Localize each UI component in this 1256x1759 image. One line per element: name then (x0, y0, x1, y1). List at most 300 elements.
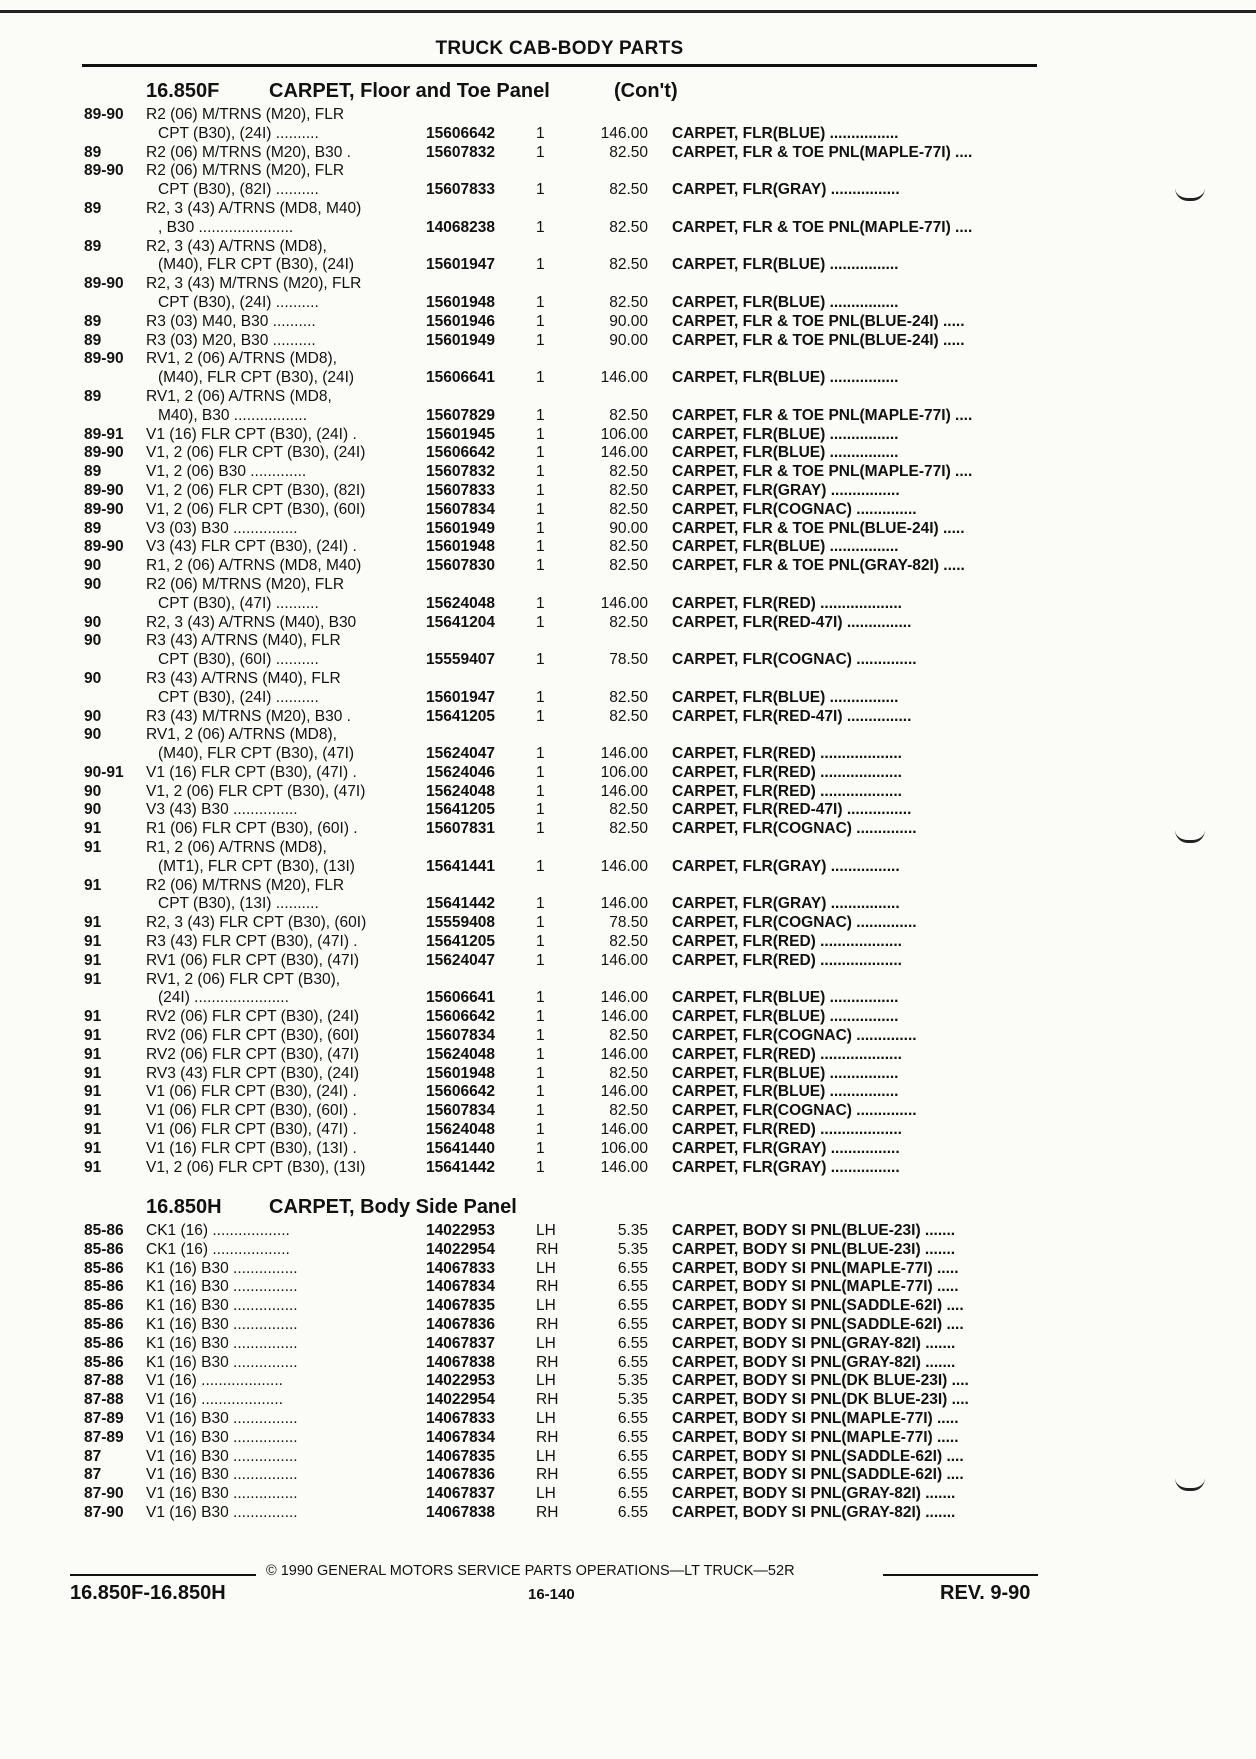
model-year: 90 (84, 632, 102, 650)
price: 6.55 (617, 1315, 648, 1333)
description: CPT (B30), (24I) .......... (158, 124, 319, 142)
quantity: 1 (536, 1102, 545, 1120)
description: V1 (06) FLR CPT (B30), (60I) . (146, 1102, 357, 1120)
description: V1 (06) FLR CPT (B30), (24I) . (146, 1083, 357, 1101)
header-rule (82, 64, 1037, 67)
price: 5.35 (617, 1391, 648, 1409)
model-year: 89-90 (84, 481, 124, 499)
model-year: 90 (84, 782, 102, 800)
part-name: CARPET, FLR(GRAY) ................ (672, 181, 900, 199)
quantity: 1 (536, 331, 545, 349)
table-row (0, 1260, 1256, 1279)
part-number: 15601949 (426, 331, 495, 349)
description: K1 (16) B30 ............... (146, 1315, 298, 1333)
description: V1 (16) FLR CPT (B30), (47I) . (146, 763, 357, 781)
part-number: 15641441 (426, 857, 495, 875)
model-year: 87-89 (84, 1428, 124, 1446)
part-number: 14067835 (426, 1297, 495, 1315)
part-number: 15607832 (426, 143, 495, 161)
part-name: CARPET, FLR & TOE PNL(BLUE-24I) ..... (672, 312, 965, 330)
price: 82.50 (609, 218, 648, 236)
part-number: 15601949 (426, 519, 495, 537)
model-year: 89 (84, 331, 102, 349)
part-name: CARPET, FLR & TOE PNL(BLUE-24I) ..... (672, 519, 965, 537)
quantity: 1 (536, 782, 545, 800)
part-number: 14068238 (426, 218, 495, 236)
part-name: CARPET, FLR(RED) ................... (672, 594, 902, 612)
description: R1 (06) FLR CPT (B30), (60I) . (146, 820, 358, 838)
quantity: 1 (536, 1064, 545, 1082)
table-row (0, 463, 1256, 482)
table-row (0, 1448, 1256, 1467)
part-name: CARPET, FLR(BLUE) ................ (672, 425, 899, 443)
quantity: 1 (536, 1083, 545, 1101)
description: (M40), FLR CPT (B30), (47I) (158, 745, 355, 763)
model-year: 89 (84, 387, 102, 405)
model-year: 90-91 (84, 763, 124, 781)
table-row (0, 971, 1256, 990)
description: V3 (43) B30 ............... (146, 801, 298, 819)
table-row (0, 1121, 1256, 1140)
quantity: 1 (536, 218, 545, 236)
table-row (0, 1391, 1256, 1410)
model-year: 91 (84, 1064, 102, 1082)
description: V3 (03) B30 ............... (146, 519, 298, 537)
model-year: 91 (84, 914, 102, 932)
quantity: LH (536, 1485, 556, 1503)
model-year: 87 (84, 1466, 102, 1484)
table-row (0, 144, 1256, 163)
table-row (0, 632, 1256, 651)
part-number: 15624048 (426, 594, 495, 612)
description: CPT (B30), (24I) .......... (158, 293, 319, 311)
price: 146.00 (600, 369, 648, 387)
price: 5.35 (617, 1222, 648, 1239)
model-year: 89-90 (84, 350, 124, 368)
table-row (0, 820, 1256, 839)
quantity: 1 (536, 557, 545, 575)
price: 6.55 (617, 1447, 648, 1465)
description: V1 (16) B30 ............... (146, 1466, 298, 1484)
quantity: 1 (536, 688, 545, 706)
model-year: 91 (84, 1102, 102, 1120)
part-name: CARPET, BODY SI PNL(BLUE-23I) ....... (672, 1222, 956, 1239)
model-year: 89 (84, 519, 102, 537)
table-row (0, 1335, 1256, 1354)
part-number: 15607830 (426, 557, 495, 575)
part-number: 15607829 (426, 406, 495, 424)
table-row (0, 595, 1256, 614)
model-year: 87 (84, 1447, 102, 1465)
quantity: 1 (536, 312, 545, 330)
quantity: LH (536, 1222, 556, 1239)
price: 6.55 (617, 1259, 648, 1277)
price: 146.00 (600, 895, 648, 913)
part-name: CARPET, FLR(BLUE) ................ (672, 256, 899, 274)
table-row (0, 388, 1256, 407)
part-number: 14022953 (426, 1222, 495, 1239)
table-row (0, 557, 1256, 576)
part-name: CARPET, FLR(COGNAC) .............. (672, 1027, 917, 1045)
model-year: 89-91 (84, 425, 124, 443)
part-number: 15601946 (426, 312, 495, 330)
description: RV2 (06) FLR CPT (B30), (24I) (146, 1008, 360, 1026)
part-name: CARPET, BODY SI PNL(DK BLUE-23I) .... (672, 1372, 969, 1390)
description: V1, 2 (06) FLR CPT (B30), (13I) (146, 1158, 366, 1176)
description: K1 (16) B30 ............... (146, 1334, 298, 1352)
model-year: 90 (84, 613, 102, 631)
table-row (0, 1410, 1256, 1429)
table-row (0, 576, 1256, 595)
table-row (0, 106, 1256, 125)
table-row (0, 764, 1256, 783)
table-row (0, 914, 1256, 933)
table-row (0, 651, 1256, 670)
table-row (0, 1102, 1256, 1121)
model-year: 89 (84, 199, 102, 217)
part-number: 14022954 (426, 1391, 495, 1409)
part-name: CARPET, FLR(RED-47I) ............... (672, 801, 912, 819)
table-row (0, 501, 1256, 520)
model-year: 85-86 (84, 1222, 124, 1239)
price: 82.50 (609, 406, 648, 424)
table-row (0, 989, 1256, 1008)
description: R2 (06) M/TRNS (M20), FLR (146, 106, 345, 123)
table-row (0, 1241, 1256, 1260)
quantity: 1 (536, 820, 545, 838)
table-row (0, 614, 1256, 633)
table-row (0, 689, 1256, 708)
model-year: 89 (84, 143, 102, 161)
part-name: CARPET, FLR(BLUE) ................ (672, 989, 899, 1007)
model-year: 89-90 (84, 275, 124, 293)
table-row (0, 332, 1256, 351)
model-year: 91 (84, 820, 102, 838)
part-name: CARPET, FLR(COGNAC) .............. (672, 651, 917, 669)
price: 90.00 (609, 312, 648, 330)
price: 6.55 (617, 1353, 648, 1371)
description: CK1 (16) .................. (146, 1222, 290, 1239)
model-year: 91 (84, 839, 102, 857)
part-name: CARPET, FLR & TOE PNL(BLUE-24I) ..... (672, 331, 965, 349)
table-row (0, 238, 1256, 257)
part-number: 14067838 (426, 1353, 495, 1371)
table-row (0, 1027, 1256, 1046)
model-year: 90 (84, 707, 102, 725)
part-number: 14022953 (426, 1372, 495, 1390)
model-year: 85-86 (84, 1259, 124, 1277)
model-year: 90 (84, 557, 102, 575)
price: 90.00 (609, 331, 648, 349)
table-row (0, 1046, 1256, 1065)
quantity: 1 (536, 124, 545, 142)
quantity: 1 (536, 745, 545, 763)
description: V1 (16) B30 ............... (146, 1447, 298, 1465)
description: RV2 (06) FLR CPT (B30), (47I) (146, 1045, 360, 1063)
description: R3 (43) A/TRNS (M40), FLR (146, 669, 341, 687)
footer-page-number: 16-140 (528, 1586, 575, 1603)
quantity: 1 (536, 444, 545, 462)
price: 146.00 (600, 1008, 648, 1026)
description: V1, 2 (06) FLR CPT (B30), (24I) (146, 444, 366, 462)
description: (MT1), FLR CPT (B30), (13I) (158, 857, 355, 875)
part-name: CARPET, FLR(RED-47I) ............... (672, 707, 912, 725)
price: 6.55 (617, 1466, 648, 1484)
description: V1, 2 (06) B30 ............. (146, 463, 307, 481)
description: R2 (06) M/TRNS (M20), FLR (146, 876, 345, 894)
description: R2, 3 (43) A/TRNS (MD8), (146, 237, 327, 255)
price: 82.50 (609, 463, 648, 481)
table-row (0, 1140, 1256, 1159)
price: 82.50 (609, 557, 648, 575)
price: 5.35 (617, 1240, 648, 1258)
part-name: CARPET, FLR(BLUE) ................ (672, 444, 899, 462)
part-number: 14067837 (426, 1334, 495, 1352)
part-number: 15559407 (426, 651, 495, 669)
part-number: 15641205 (426, 707, 495, 725)
part-number: 15607831 (426, 820, 495, 838)
part-number: 15559408 (426, 914, 495, 932)
model-year: 90 (84, 726, 102, 744)
price: 6.55 (617, 1334, 648, 1352)
table-row (0, 219, 1256, 238)
model-year: 85-86 (84, 1315, 124, 1333)
quantity: 1 (536, 369, 545, 387)
price: 82.50 (609, 293, 648, 311)
part-name: CARPET, FLR(RED) ................... (672, 763, 902, 781)
part-name: CARPET, FLR(BLUE) ................ (672, 1008, 899, 1026)
description: V1, 2 (06) FLR CPT (B30), (47I) (146, 782, 366, 800)
section-code: 16.850F (146, 80, 220, 102)
part-name: CARPET, BODY SI PNL(SADDLE-62I) .... (672, 1466, 964, 1484)
quantity: RH (536, 1391, 559, 1409)
table-row (0, 933, 1256, 952)
price: 106.00 (600, 425, 648, 443)
price: 82.50 (609, 1064, 648, 1082)
price: 82.50 (609, 1102, 648, 1120)
price: 146.00 (600, 989, 648, 1007)
model-year: 87-89 (84, 1409, 124, 1427)
price: 82.50 (609, 613, 648, 631)
model-year: 85-86 (84, 1334, 124, 1352)
quantity: 1 (536, 763, 545, 781)
section-title: CARPET, Floor and Toe Panel (269, 80, 550, 102)
part-name: CARPET, FLR(BLUE) ................ (672, 124, 899, 142)
table-row (0, 125, 1256, 144)
part-name: CARPET, BODY SI PNL(MAPLE-77I) ..... (672, 1259, 959, 1277)
price: 82.50 (609, 143, 648, 161)
description: V1 (16) ................... (146, 1372, 283, 1390)
table-row (0, 275, 1256, 294)
part-name: CARPET, FLR(RED) ................... (672, 1045, 902, 1063)
table-row (0, 952, 1256, 971)
part-number: 15624047 (426, 951, 495, 969)
part-number: 15624048 (426, 1045, 495, 1063)
part-number: 15601945 (426, 425, 495, 443)
model-year: 91 (84, 933, 102, 951)
table-row (0, 426, 1256, 445)
price: 82.50 (609, 688, 648, 706)
description: R2 (06) M/TRNS (M20), B30 . (146, 143, 351, 161)
price: 146.00 (600, 1158, 648, 1176)
part-number: 14067836 (426, 1315, 495, 1333)
model-year: 90 (84, 575, 102, 593)
table-row (0, 745, 1256, 764)
price: 82.50 (609, 481, 648, 499)
model-year: 85-86 (84, 1297, 124, 1315)
part-number: 15641442 (426, 1158, 495, 1176)
table-row (0, 1008, 1256, 1027)
price: 6.55 (617, 1485, 648, 1503)
part-name: CARPET, BODY SI PNL(SADDLE-62I) .... (672, 1315, 964, 1333)
price: 6.55 (617, 1428, 648, 1446)
quantity: 1 (536, 1045, 545, 1063)
part-name: CARPET, BODY SI PNL(MAPLE-77I) ..... (672, 1278, 959, 1296)
description: V1, 2 (06) FLR CPT (B30), (60I) (146, 500, 366, 518)
description: RV1 (06) FLR CPT (B30), (47I) (146, 951, 360, 969)
quantity: 1 (536, 256, 545, 274)
price: 82.50 (609, 256, 648, 274)
part-name: CARPET, FLR & TOE PNL(MAPLE-77I) .... (672, 406, 973, 424)
model-year: 89 (84, 312, 102, 330)
table-row (0, 1316, 1256, 1335)
part-number: 14067834 (426, 1278, 495, 1296)
part-number: 15606641 (426, 989, 495, 1007)
quantity: LH (536, 1334, 556, 1352)
quantity: 1 (536, 707, 545, 725)
quantity: 1 (536, 951, 545, 969)
part-number: 15601947 (426, 688, 495, 706)
description: K1 (16) B30 ............... (146, 1353, 298, 1371)
footer-copyright: © 1990 GENERAL MOTORS SERVICE PARTS OPERATIONS—LT TRUCK—52R (266, 1563, 795, 1579)
part-number: 15624047 (426, 745, 495, 763)
description: RV1, 2 (06) FLR CPT (B30), (146, 970, 341, 988)
part-number: 15641205 (426, 801, 495, 819)
price: 146.00 (600, 857, 648, 875)
quantity: 1 (536, 500, 545, 518)
model-year: 89-90 (84, 162, 124, 180)
price: 5.35 (617, 1372, 648, 1390)
part-number: 15601948 (426, 293, 495, 311)
price: 6.55 (617, 1278, 648, 1296)
part-number: 15606642 (426, 444, 495, 462)
part-name: CARPET, BODY SI PNL(GRAY-82I) ....... (672, 1485, 956, 1503)
quantity: 1 (536, 1121, 545, 1139)
price: 106.00 (600, 763, 648, 781)
description: CPT (B30), (47I) .......... (158, 594, 319, 612)
description: V1 (06) FLR CPT (B30), (47I) . (146, 1121, 357, 1139)
quantity: 1 (536, 143, 545, 161)
table-row (0, 783, 1256, 802)
parts-table-floor-toe (0, 106, 1256, 1177)
description: R3 (03) M40, B30 .......... (146, 312, 316, 330)
part-number: 15624046 (426, 763, 495, 781)
part-name: CARPET, FLR(BLUE) ................ (672, 293, 899, 311)
table-row (0, 1297, 1256, 1316)
table-row (0, 1504, 1256, 1523)
part-name: CARPET, FLR & TOE PNL(MAPLE-77I) .... (672, 218, 973, 236)
part-name: CARPET, FLR(COGNAC) .............. (672, 500, 917, 518)
table-row (0, 200, 1256, 219)
part-name: CARPET, BODY SI PNL(GRAY-82I) ....... (672, 1503, 956, 1521)
description: M40), B30 ................. (158, 406, 308, 424)
part-number: 15641440 (426, 1139, 495, 1157)
part-name: CARPET, FLR & TOE PNL(GRAY-82I) ..... (672, 557, 965, 575)
price: 82.50 (609, 500, 648, 518)
table-row (0, 444, 1256, 463)
model-year: 87-90 (84, 1503, 124, 1521)
price: 78.50 (609, 914, 648, 932)
part-name: CARPET, FLR(RED-47I) ............... (672, 613, 912, 631)
model-year: 89-90 (84, 538, 124, 556)
part-name: CARPET, BODY SI PNL(DK BLUE-23I) .... (672, 1391, 969, 1409)
part-number: 15606642 (426, 124, 495, 142)
part-number: 14067833 (426, 1409, 495, 1427)
part-name: CARPET, BODY SI PNL(GRAY-82I) ....... (672, 1353, 956, 1371)
model-year: 91 (84, 1027, 102, 1045)
table-row (0, 1159, 1256, 1178)
description: CPT (B30), (13I) .......... (158, 895, 319, 913)
table-row (0, 839, 1256, 858)
price: 82.50 (609, 820, 648, 838)
part-number: 15641442 (426, 895, 495, 913)
description: (M40), FLR CPT (B30), (24I) (158, 256, 355, 274)
price: 82.50 (609, 801, 648, 819)
table-row (0, 256, 1256, 275)
part-name: CARPET, BODY SI PNL(BLUE-23I) ....... (672, 1240, 956, 1258)
price: 146.00 (600, 1083, 648, 1101)
quantity: 1 (536, 895, 545, 913)
page-header: TRUCK CAB-BODY PARTS (435, 38, 684, 59)
part-name: CARPET, FLR(COGNAC) .............. (672, 1102, 917, 1120)
description: CPT (B30), (82I) .......... (158, 181, 319, 199)
part-name: CARPET, BODY SI PNL(SADDLE-62I) .... (672, 1447, 964, 1465)
table-row (0, 1083, 1256, 1102)
quantity: 1 (536, 613, 545, 631)
part-number: 15607834 (426, 1027, 495, 1045)
part-name: CARPET, FLR(COGNAC) .............. (672, 820, 917, 838)
price: 146.00 (600, 444, 648, 462)
model-year: 91 (84, 876, 102, 894)
description: (M40), FLR CPT (B30), (24I) (158, 369, 355, 387)
section-continued: (Con't) (614, 80, 678, 102)
part-name: CARPET, BODY SI PNL(MAPLE-77I) ..... (672, 1409, 959, 1427)
description: CPT (B30), (24I) .......... (158, 688, 319, 706)
quantity: RH (536, 1278, 559, 1296)
table-row (0, 520, 1256, 539)
quantity: 1 (536, 989, 545, 1007)
model-year: 91 (84, 1121, 102, 1139)
quantity: LH (536, 1372, 556, 1390)
table-row (0, 369, 1256, 388)
description: V1 (16) FLR CPT (B30), (13I) . (146, 1139, 357, 1157)
price: 146.00 (600, 1121, 648, 1139)
part-number: 15607834 (426, 1102, 495, 1120)
table-row (0, 1485, 1256, 1504)
price: 82.50 (609, 933, 648, 951)
model-year: 89 (84, 237, 102, 255)
part-name: CARPET, FLR(BLUE) ................ (672, 688, 899, 706)
price: 146.00 (600, 745, 648, 763)
model-year: 91 (84, 1008, 102, 1026)
quantity: 1 (536, 857, 545, 875)
part-name: CARPET, FLR(BLUE) ................ (672, 1083, 899, 1101)
price: 90.00 (609, 519, 648, 537)
section-code: 16.850H (146, 1196, 222, 1218)
footer-rule (883, 1574, 1038, 1576)
price: 82.50 (609, 538, 648, 556)
quantity: 1 (536, 801, 545, 819)
